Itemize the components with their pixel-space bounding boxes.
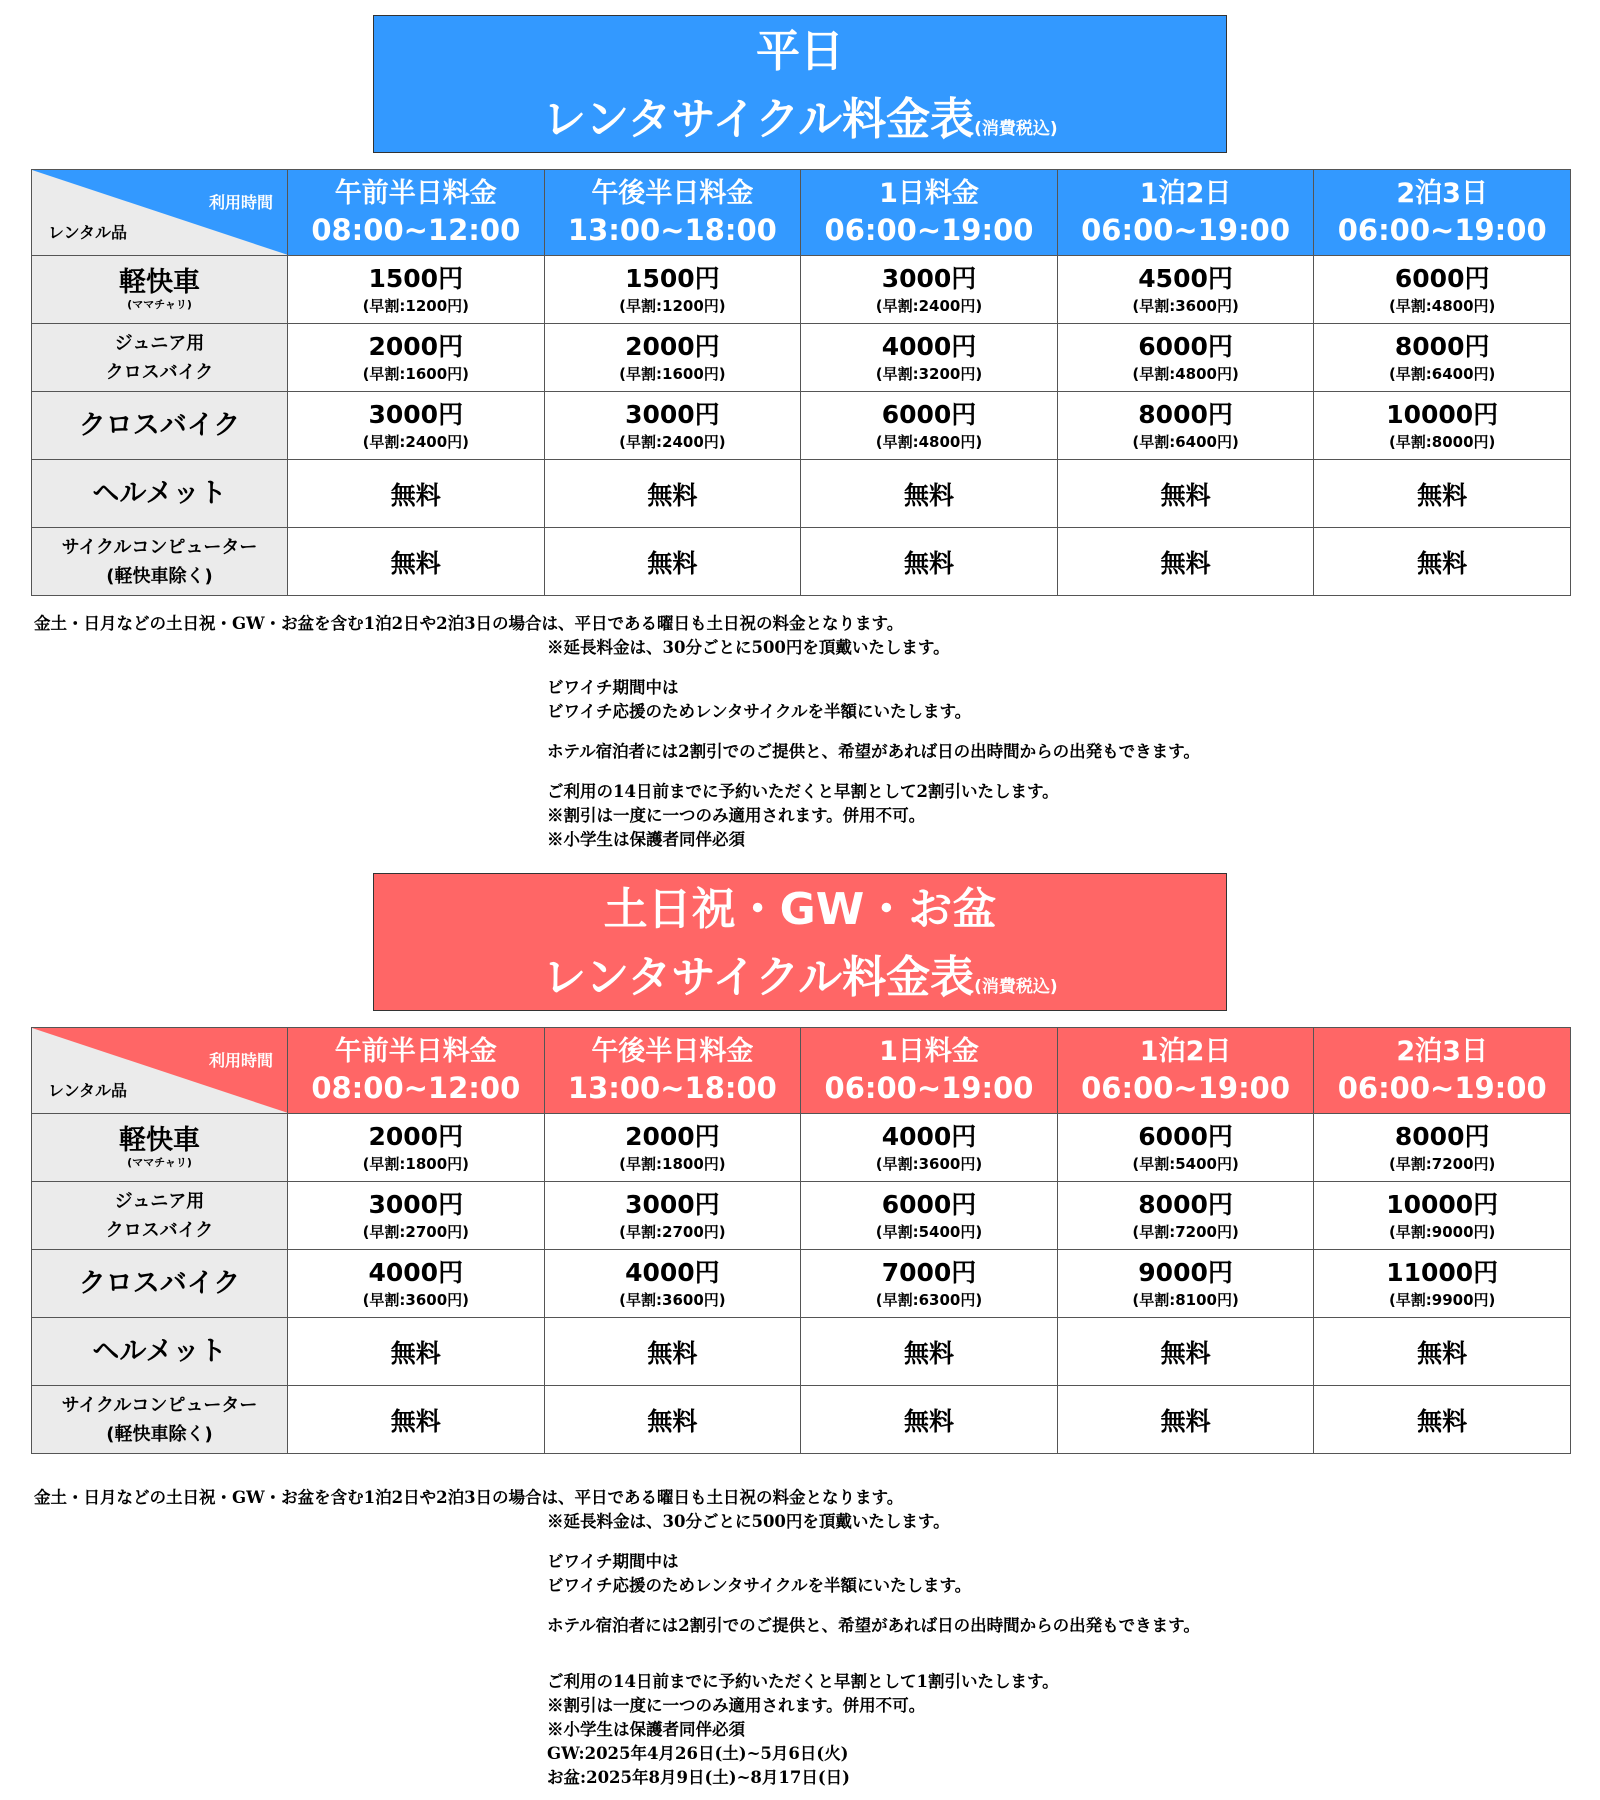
column-name: 午前半日料金 — [334, 1035, 497, 1067]
row-label — [32, 1114, 288, 1182]
column-time: 06:00~19:00 — [824, 1070, 1034, 1105]
row-label — [32, 392, 288, 460]
free-cell — [288, 528, 545, 596]
free-label: 無料 — [1160, 1406, 1211, 1436]
price: 3000円 — [368, 399, 464, 429]
row-sublabel: (ママチャリ) — [127, 1155, 192, 1169]
table-row — [32, 1318, 1571, 1386]
row-label-text: 軽快車 — [119, 266, 200, 298]
note-line: ご利用の14日前までに予約いただくと早割として1割引いたします。 — [547, 1672, 1059, 1691]
early-price: (早割:6400円) — [1388, 364, 1496, 383]
column-name: 1泊2日 — [1139, 177, 1232, 209]
corner-usage-label: 利用時間 — [208, 193, 273, 212]
price-cell — [1314, 324, 1571, 392]
price-cell — [544, 256, 801, 324]
price-cell — [288, 1250, 545, 1318]
row-label — [32, 1318, 288, 1386]
corner-cell — [32, 1028, 288, 1114]
row-sublabel: (ママチャリ) — [127, 297, 192, 311]
price-cell — [801, 1250, 1058, 1318]
price: 6000円 — [1138, 1121, 1233, 1151]
column-header — [1057, 170, 1314, 256]
row-label — [32, 256, 288, 324]
free-cell — [288, 1386, 545, 1454]
table-row — [32, 324, 1571, 392]
free-label: 無料 — [647, 548, 698, 578]
early-price: (早割:4800円) — [1388, 296, 1496, 315]
table-row — [32, 1182, 1571, 1250]
banner-subtitle-text: レンタサイクル料金表 — [542, 952, 975, 1003]
row-label-line1: サイクルコンピューター — [61, 1394, 258, 1416]
row-label-line1: サイクルコンピューター — [61, 536, 258, 558]
early-price: (早割:3600円) — [619, 1290, 726, 1309]
price-cell — [801, 1182, 1058, 1250]
early-price: (早割:2700円) — [619, 1222, 726, 1241]
free-cell — [544, 1386, 801, 1454]
free-label: 無料 — [1160, 480, 1211, 510]
price: 2000円 — [625, 331, 720, 361]
price: 4000円 — [625, 1257, 720, 1287]
corner-usage-label: 利用時間 — [208, 1051, 273, 1070]
column-header — [801, 170, 1058, 256]
early-price: (早割:1200円) — [362, 296, 470, 315]
free-label: 無料 — [390, 548, 441, 578]
price-cell — [544, 1182, 801, 1250]
note-line: ビワイチ応援のためレンタサイクルを半額にいたします。 — [547, 702, 972, 721]
row-label-text: クロスバイク — [78, 1267, 241, 1299]
holiday-notes — [34, 1486, 1200, 1790]
price-cell — [1314, 392, 1571, 460]
early-price: (早割:2700円) — [362, 1222, 470, 1241]
note-line: 金土・日月などの土日祝・GW・お盆を含む1泊2日や2泊3日の場合は、平日である曜日も土日祝の料金となります。 — [34, 614, 904, 633]
note-line: ※小学生は保護者同伴必須 — [547, 1720, 745, 1739]
column-header — [1314, 1028, 1571, 1114]
early-price: (早割:7200円) — [1132, 1222, 1239, 1241]
price: 10000円 — [1386, 1189, 1499, 1219]
free-cell — [1314, 1386, 1571, 1454]
early-price: (早割:2400円) — [875, 296, 983, 315]
free-cell — [801, 460, 1058, 528]
early-price: (早割:3600円) — [362, 1290, 470, 1309]
column-header — [1314, 170, 1571, 256]
free-label: 無料 — [903, 548, 954, 578]
row-label — [32, 324, 288, 392]
early-price: (早割:5400円) — [1132, 1154, 1239, 1173]
column-header — [801, 1028, 1058, 1114]
price-cell — [1057, 392, 1314, 460]
column-header — [544, 170, 801, 256]
note-line: ご利用の14日前までに予約いただくと早割として2割引いたします。 — [547, 782, 1059, 801]
price: 6000円 — [1138, 331, 1233, 361]
free-cell — [801, 1318, 1058, 1386]
column-time: 08:00~12:00 — [311, 1070, 521, 1105]
weekday-banner — [373, 15, 1227, 153]
price: 4000円 — [881, 1121, 977, 1151]
price-cell — [1057, 256, 1314, 324]
free-cell — [544, 460, 801, 528]
free-label: 無料 — [903, 480, 954, 510]
price-cell — [544, 1250, 801, 1318]
early-price: (早割:3600円) — [875, 1154, 983, 1173]
free-cell — [1314, 460, 1571, 528]
price-cell — [801, 256, 1058, 324]
price-cell — [1314, 256, 1571, 324]
price: 4000円 — [368, 1257, 464, 1287]
table-row — [32, 528, 1571, 596]
price: 11000円 — [1386, 1257, 1499, 1287]
corner-cell — [32, 170, 288, 256]
row-label-line1: ジュニア用 — [114, 1190, 205, 1212]
table-header-row — [32, 170, 1571, 256]
row-label-text: ヘルメット — [92, 477, 227, 509]
price: 2000円 — [368, 1121, 464, 1151]
free-label: 無料 — [1417, 548, 1468, 578]
free-label: 無料 — [903, 1338, 954, 1368]
row-label-text: ヘルメット — [92, 1335, 227, 1367]
price: 4500円 — [1138, 263, 1233, 293]
holiday-banner-subtitle — [374, 952, 1226, 1009]
free-cell — [1057, 460, 1314, 528]
column-time: 06:00~19:00 — [1337, 212, 1547, 247]
weekday-banner-title: 平日 — [756, 26, 844, 77]
price: 6000円 — [881, 1189, 977, 1219]
free-cell — [1314, 528, 1571, 596]
free-label: 無料 — [647, 480, 698, 510]
note-line: GW:2025年4月26日(土)~5月6日(火) — [547, 1744, 849, 1763]
price-cell — [1314, 1250, 1571, 1318]
row-label — [32, 528, 288, 596]
early-price: (早割:8100円) — [1132, 1290, 1239, 1309]
free-label: 無料 — [390, 1406, 441, 1436]
table-row — [32, 1386, 1571, 1454]
early-price: (早割:8000円) — [1388, 432, 1496, 451]
free-cell — [1057, 528, 1314, 596]
price-cell — [288, 324, 545, 392]
early-price: (早割:4800円) — [875, 432, 983, 451]
column-name: 1泊2日 — [1139, 1035, 1232, 1067]
table-row — [32, 392, 1571, 460]
holiday-banner — [373, 873, 1227, 1011]
note-line: ホテル宿泊者には2割引でのご提供と、希望があれば日の出時間からの出発もできます。 — [547, 1616, 1200, 1635]
free-label: 無料 — [1417, 1338, 1468, 1368]
column-name: 1日料金 — [879, 177, 979, 209]
row-label — [32, 460, 288, 528]
early-price: (早割:9900円) — [1388, 1290, 1496, 1309]
price: 6000円 — [1394, 263, 1490, 293]
free-label: 無料 — [1417, 1406, 1468, 1436]
price-cell — [288, 392, 545, 460]
price: 1500円 — [368, 263, 464, 293]
note-line: ビワイチ応援のためレンタサイクルを半額にいたします。 — [547, 1576, 972, 1595]
free-cell — [801, 528, 1058, 596]
column-name: 2泊3日 — [1396, 177, 1488, 209]
price-cell — [288, 256, 545, 324]
tax-note: (消費税込) — [974, 119, 1058, 139]
corner-item-label: レンタル品 — [48, 1081, 127, 1100]
price: 8000円 — [1394, 1121, 1490, 1151]
price: 6000円 — [881, 399, 977, 429]
column-time: 06:00~19:00 — [824, 212, 1034, 247]
free-label: 無料 — [647, 1406, 698, 1436]
price: 10000円 — [1386, 399, 1499, 429]
early-price: (早割:4800円) — [1132, 364, 1239, 383]
free-label: 無料 — [647, 1338, 698, 1368]
price: 9000円 — [1138, 1257, 1233, 1287]
note-line: ビワイチ期間中は — [547, 678, 679, 697]
free-label: 無料 — [1160, 548, 1211, 578]
row-label-text: クロスバイク — [78, 409, 241, 441]
early-price: (早割:3600円) — [1132, 296, 1239, 315]
banner-subtitle-text: レンタサイクル料金表 — [542, 94, 975, 145]
tax-note: (消費税込) — [974, 977, 1058, 997]
table-header-row — [32, 1028, 1571, 1114]
free-cell — [288, 460, 545, 528]
free-label: 無料 — [903, 1406, 954, 1436]
price-cell — [801, 392, 1058, 460]
column-header — [1057, 1028, 1314, 1114]
weekday-banner-subtitle — [374, 94, 1226, 151]
column-time: 13:00~18:00 — [567, 212, 777, 247]
early-price: (早割:2400円) — [362, 432, 470, 451]
price-cell — [288, 1114, 545, 1182]
price: 3000円 — [881, 263, 977, 293]
table-row — [32, 460, 1571, 528]
price: 8000円 — [1138, 1189, 1233, 1219]
table-row — [32, 1114, 1571, 1182]
column-header — [288, 1028, 545, 1114]
column-name: 午後半日料金 — [591, 1035, 754, 1067]
price-cell — [544, 1114, 801, 1182]
weekday-notes — [34, 612, 1200, 852]
note-line: ※延長料金は、30分ごとに500円を頂戴いたします。 — [547, 1512, 950, 1531]
price: 8000円 — [1394, 331, 1490, 361]
row-label-text: 軽快車 — [119, 1124, 200, 1156]
price-cell — [1057, 324, 1314, 392]
free-cell — [1057, 1386, 1314, 1454]
column-header — [544, 1028, 801, 1114]
free-cell — [544, 1318, 801, 1386]
column-name: 2泊3日 — [1396, 1035, 1488, 1067]
price: 2000円 — [368, 331, 464, 361]
price-cell — [801, 1114, 1058, 1182]
table-row — [32, 1250, 1571, 1318]
price: 2000円 — [625, 1121, 720, 1151]
row-label-line2: (軽快車除く) — [106, 1423, 213, 1445]
early-price: (早割:3200円) — [875, 364, 983, 383]
row-label-line2: クロスバイク — [105, 361, 214, 383]
column-time: 13:00~18:00 — [567, 1070, 777, 1105]
free-label: 無料 — [1160, 1338, 1211, 1368]
free-label: 無料 — [390, 1338, 441, 1368]
early-price: (早割:1800円) — [362, 1154, 470, 1173]
early-price: (早割:1200円) — [619, 296, 726, 315]
early-price: (早割:7200円) — [1388, 1154, 1496, 1173]
early-price: (早割:1600円) — [619, 364, 726, 383]
note-line: 金土・日月などの土日祝・GW・お盆を含む1泊2日や2泊3日の場合は、平日である曜日も土日祝の料金となります。 — [34, 1488, 904, 1507]
note-line: ※小学生は保護者同伴必須 — [547, 830, 745, 849]
holiday-banner-title: 土日祝・GW・お盆 — [603, 884, 997, 935]
price-cell — [544, 392, 801, 460]
note-line: ※延長料金は、30分ごとに500円を頂戴いたします。 — [547, 638, 950, 657]
holiday-rate-table — [31, 1027, 1571, 1454]
free-cell — [544, 528, 801, 596]
price: 1500円 — [625, 263, 720, 293]
price-cell — [801, 324, 1058, 392]
free-label: 無料 — [1417, 480, 1468, 510]
early-price: (早割:9000円) — [1388, 1222, 1496, 1241]
column-header — [288, 170, 545, 256]
price-cell — [1057, 1182, 1314, 1250]
column-name: 午後半日料金 — [591, 177, 754, 209]
price-cell — [1057, 1114, 1314, 1182]
price: 7000円 — [881, 1257, 977, 1287]
price: 3000円 — [368, 1189, 464, 1219]
early-price: (早割:5400円) — [875, 1222, 983, 1241]
price-cell — [1057, 1250, 1314, 1318]
row-label — [32, 1386, 288, 1454]
row-label-line1: ジュニア用 — [114, 332, 205, 354]
note-line: ※割引は一度に一つのみ適用されます。併用不可。 — [547, 806, 926, 825]
column-time: 06:00~19:00 — [1081, 212, 1291, 247]
price: 4000円 — [881, 331, 977, 361]
column-name: 午前半日料金 — [334, 177, 497, 209]
row-label — [32, 1250, 288, 1318]
weekday-rate-table — [31, 169, 1571, 596]
free-cell — [801, 1386, 1058, 1454]
early-price: (早割:6400円) — [1132, 432, 1239, 451]
row-label-line2: (軽快車除く) — [106, 565, 213, 587]
table-row — [32, 256, 1571, 324]
note-line: ※割引は一度に一つのみ適用されます。併用不可。 — [547, 1696, 926, 1715]
early-price: (早割:6300円) — [875, 1290, 983, 1309]
price: 8000円 — [1138, 399, 1233, 429]
column-time: 06:00~19:00 — [1337, 1070, 1547, 1105]
free-cell — [1057, 1318, 1314, 1386]
row-label-line2: クロスバイク — [105, 1219, 214, 1241]
column-name: 1日料金 — [879, 1035, 979, 1067]
early-price: (早割:1800円) — [619, 1154, 726, 1173]
early-price: (早割:2400円) — [619, 432, 726, 451]
price: 3000円 — [625, 399, 720, 429]
price-cell — [288, 1182, 545, 1250]
free-label: 無料 — [390, 480, 441, 510]
note-line: ホテル宿泊者には2割引でのご提供と、希望があれば日の出時間からの出発もできます。 — [547, 742, 1200, 761]
column-time: 06:00~19:00 — [1081, 1070, 1291, 1105]
price-cell — [1314, 1114, 1571, 1182]
free-cell — [288, 1318, 545, 1386]
price-cell — [544, 324, 801, 392]
price: 3000円 — [625, 1189, 720, 1219]
note-line: お盆:2025年8月9日(土)~8月17日(日) — [547, 1768, 850, 1787]
row-label — [32, 1182, 288, 1250]
free-cell — [1314, 1318, 1571, 1386]
early-price: (早割:1600円) — [362, 364, 470, 383]
corner-item-label: レンタル品 — [48, 223, 127, 242]
note-line: ビワイチ期間中は — [547, 1552, 679, 1571]
column-time: 08:00~12:00 — [311, 212, 521, 247]
price-cell — [1314, 1182, 1571, 1250]
